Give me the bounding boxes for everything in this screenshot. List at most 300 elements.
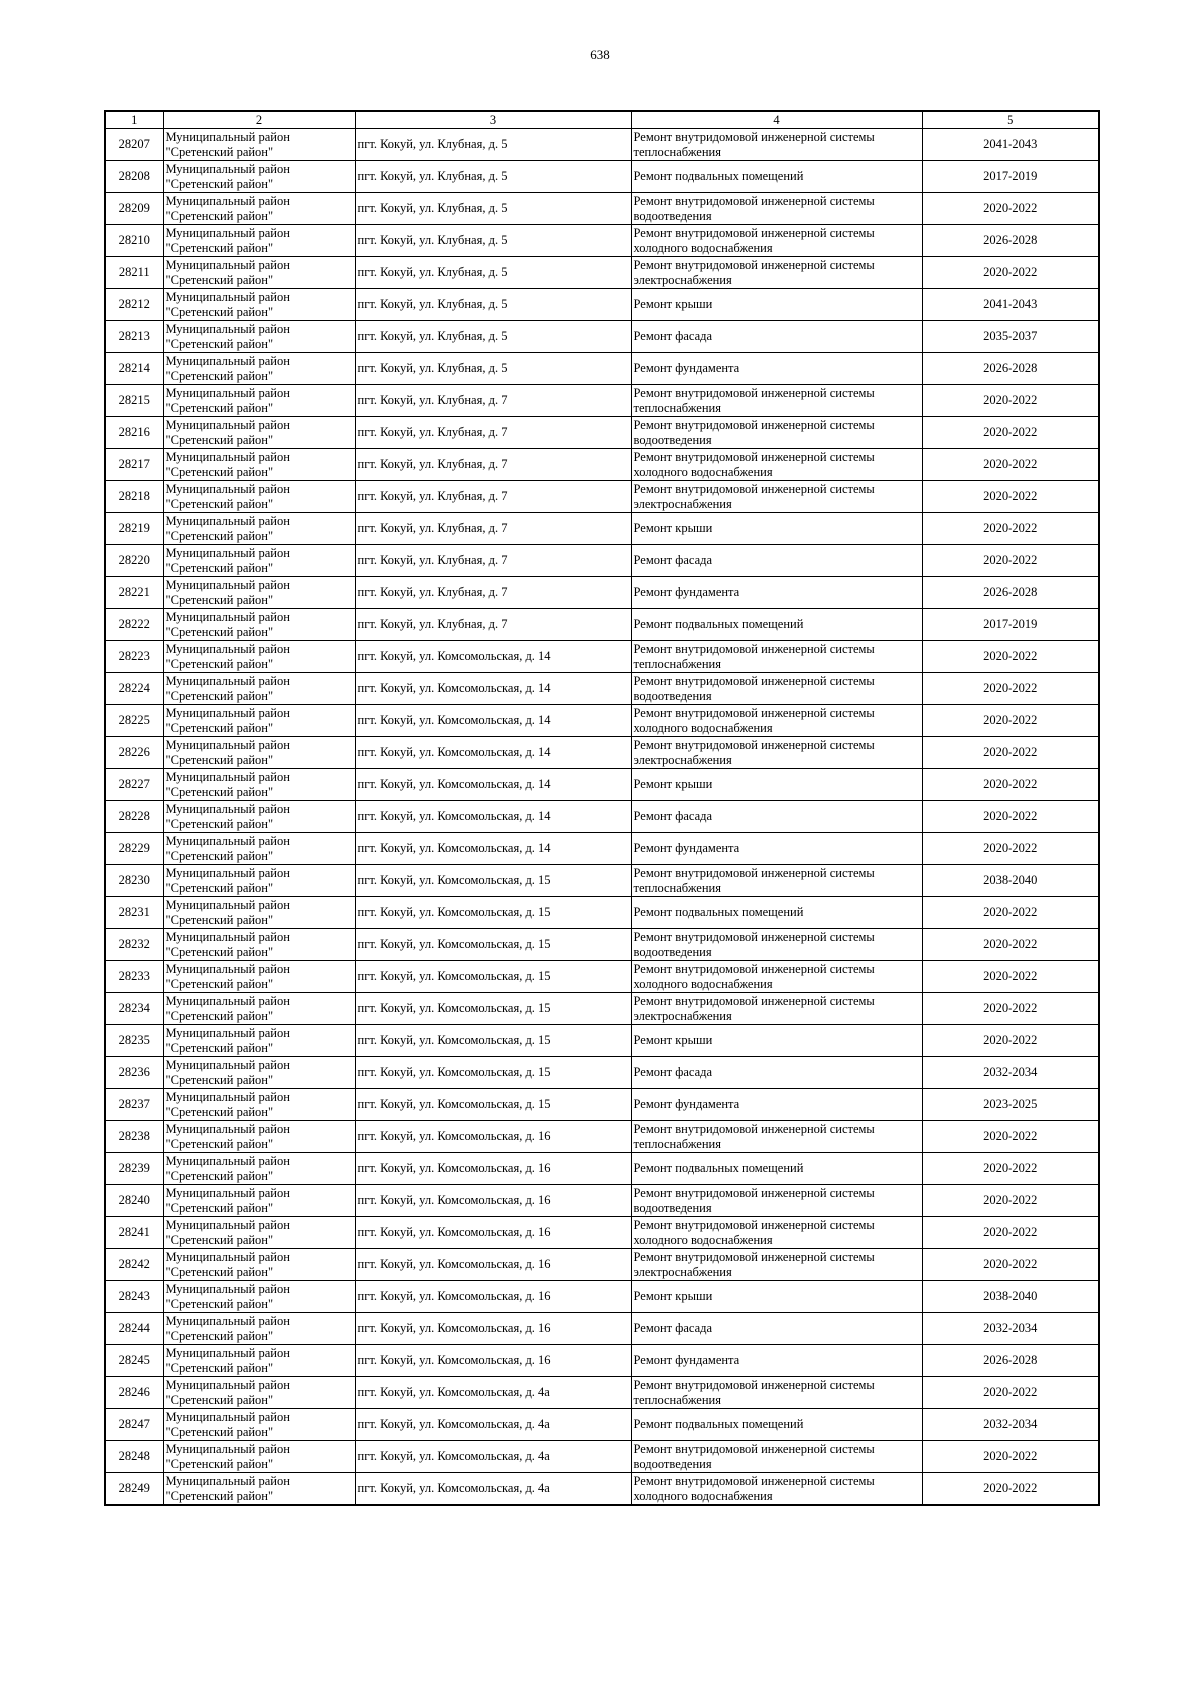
municipality-cell [163, 577, 355, 609]
table-row [105, 705, 1099, 737]
work-type-cell [631, 705, 922, 737]
row-number: 28214 [105, 353, 163, 385]
row-number: 28241 [105, 1217, 163, 1249]
work-type-line-2: холодного водоснабжения [633, 240, 773, 255]
row-number: 28223 [105, 641, 163, 673]
municipality-cell [163, 673, 355, 705]
municipality-line-2: "Сретенский район" [165, 336, 274, 351]
period-cell: 2020-2022 [922, 1249, 1099, 1281]
address-cell: пгт. Кокуй, ул. Комсомольская, д. 15 [355, 1089, 631, 1121]
work-type-line-1: Ремонт внутридомовой инженерной системы [633, 1377, 875, 1392]
work-type-cell [631, 513, 922, 545]
work-type-line-2: холодного водоснабжения [633, 464, 773, 479]
municipality-line-1: Муниципальный район [165, 833, 290, 848]
municipality-line-2: "Сретенский район" [165, 496, 274, 511]
work-type-cell [631, 993, 922, 1025]
work-type-line-1: Ремонт подвальных помещений [633, 169, 804, 183]
row-number: 28228 [105, 801, 163, 833]
address-cell: пгт. Кокуй, ул. Комсомольская, д. 4а [355, 1409, 631, 1441]
municipality-line-1: Муниципальный район [165, 289, 290, 304]
address-cell: пгт. Кокуй, ул. Комсомольская, д. 4а [355, 1441, 631, 1473]
table-row [105, 193, 1099, 225]
address-cell: пгт. Кокуй, ул. Комсомольская, д. 15 [355, 1057, 631, 1089]
period-cell: 2020-2022 [922, 1121, 1099, 1153]
municipality-line-1: Муниципальный район [165, 673, 290, 688]
table-row [105, 769, 1099, 801]
table-row [105, 545, 1099, 577]
municipality-line-2: "Сретенский район" [165, 1456, 274, 1471]
address-cell: пгт. Кокуй, ул. Клубная, д. 5 [355, 161, 631, 193]
work-type-line-2: теплоснабжения [633, 400, 721, 415]
municipality-line-2: "Сретенский район" [165, 528, 274, 543]
work-type-cell [631, 1377, 922, 1409]
work-type-cell [631, 1153, 922, 1185]
work-type-line-2: электроснабжения [633, 1008, 732, 1023]
address-cell: пгт. Кокуй, ул. Клубная, д. 7 [355, 513, 631, 545]
work-type-line-1: Ремонт внутридомовой инженерной системы [633, 865, 875, 880]
table-row [105, 865, 1099, 897]
municipality-line-2: "Сретенский район" [165, 432, 274, 447]
row-number: 28246 [105, 1377, 163, 1409]
municipality-line-1: Муниципальный район [165, 353, 290, 368]
table-row [105, 353, 1099, 385]
municipality-line-2: "Сретенский район" [165, 1200, 274, 1215]
table-row [105, 641, 1099, 673]
municipality-line-2: "Сретенский район" [165, 1040, 274, 1055]
period-cell: 2020-2022 [922, 897, 1099, 929]
municipality-cell [163, 769, 355, 801]
row-number: 28224 [105, 673, 163, 705]
header-col-4: 4 [631, 111, 922, 129]
address-cell: пгт. Кокуй, ул. Комсомольская, д. 16 [355, 1249, 631, 1281]
work-type-cell [631, 1025, 922, 1057]
municipality-cell [163, 1313, 355, 1345]
municipality-cell [163, 545, 355, 577]
address-cell: пгт. Кокуй, ул. Комсомольская, д. 16 [355, 1313, 631, 1345]
work-type-cell [631, 865, 922, 897]
table-row [105, 1441, 1099, 1473]
municipality-cell [163, 801, 355, 833]
work-type-line-1: Ремонт крыши [633, 777, 713, 791]
row-number: 28229 [105, 833, 163, 865]
period-cell: 2041-2043 [922, 289, 1099, 321]
row-number: 28232 [105, 929, 163, 961]
municipality-line-1: Муниципальный район [165, 1217, 290, 1232]
table-row [105, 513, 1099, 545]
municipality-cell [163, 417, 355, 449]
municipality-line-1: Муниципальный район [165, 1473, 290, 1488]
work-type-line-1: Ремонт внутридомовой инженерной системы [633, 1217, 875, 1232]
work-type-line-2: электроснабжения [633, 496, 732, 511]
municipality-cell [163, 705, 355, 737]
work-type-cell [631, 1121, 922, 1153]
table-row [105, 1089, 1099, 1121]
work-type-cell [631, 769, 922, 801]
municipality-line-1: Муниципальный район [165, 161, 290, 176]
work-type-line-1: Ремонт внутридомовой инженерной системы [633, 481, 875, 496]
municipality-line-1: Муниципальный район [165, 737, 290, 752]
row-number: 28247 [105, 1409, 163, 1441]
work-type-line-1: Ремонт фундамента [633, 1097, 740, 1111]
municipality-cell [163, 865, 355, 897]
work-type-line-1: Ремонт внутридомовой инженерной системы [633, 1185, 875, 1200]
table-header [105, 111, 1099, 129]
address-cell: пгт. Кокуй, ул. Комсомольская, д. 15 [355, 865, 631, 897]
municipality-line-2: "Сретенский район" [165, 976, 274, 991]
row-number: 28249 [105, 1473, 163, 1506]
header-col-2: 2 [163, 111, 355, 129]
municipality-cell [163, 225, 355, 257]
municipality-line-1: Муниципальный район [165, 193, 290, 208]
repair-schedule-table [104, 110, 1100, 1506]
municipality-cell [163, 641, 355, 673]
work-type-cell [631, 929, 922, 961]
table-row [105, 321, 1099, 353]
period-cell: 2023-2025 [922, 1089, 1099, 1121]
municipality-line-2: "Сретенский район" [165, 144, 274, 159]
work-type-line-1: Ремонт внутридомовой инженерной системы [633, 385, 875, 400]
period-cell: 2020-2022 [922, 1025, 1099, 1057]
row-number: 28235 [105, 1025, 163, 1057]
work-type-line-1: Ремонт внутридомовой инженерной системы [633, 417, 875, 432]
period-cell: 2017-2019 [922, 609, 1099, 641]
work-type-line-1: Ремонт внутридомовой инженерной системы [633, 1121, 875, 1136]
work-type-cell [631, 417, 922, 449]
work-type-cell [631, 289, 922, 321]
municipality-line-1: Муниципальный район [165, 481, 290, 496]
municipality-line-2: "Сретенский район" [165, 592, 274, 607]
address-cell: пгт. Кокуй, ул. Комсомольская, д. 16 [355, 1153, 631, 1185]
table-row [105, 833, 1099, 865]
municipality-line-1: Муниципальный район [165, 865, 290, 880]
period-cell: 2032-2034 [922, 1409, 1099, 1441]
period-cell: 2020-2022 [922, 705, 1099, 737]
row-number: 28238 [105, 1121, 163, 1153]
table-row [105, 609, 1099, 641]
period-cell: 2020-2022 [922, 801, 1099, 833]
work-type-line-1: Ремонт внутридомовой инженерной системы [633, 737, 875, 752]
table-row [105, 481, 1099, 513]
address-cell: пгт. Кокуй, ул. Комсомольская, д. 14 [355, 801, 631, 833]
municipality-cell [163, 513, 355, 545]
work-type-line-2: холодного водоснабжения [633, 1232, 773, 1247]
municipality-line-2: "Сретенский район" [165, 1008, 274, 1023]
address-cell: пгт. Кокуй, ул. Клубная, д. 5 [355, 193, 631, 225]
municipality-line-1: Муниципальный район [165, 385, 290, 400]
municipality-cell [163, 321, 355, 353]
address-cell: пгт. Кокуй, ул. Комсомольская, д. 16 [355, 1281, 631, 1313]
table-row [105, 929, 1099, 961]
work-type-line-1: Ремонт внутридомовой инженерной системы [633, 193, 875, 208]
address-cell: пгт. Кокуй, ул. Комсомольская, д. 14 [355, 833, 631, 865]
municipality-cell [163, 1025, 355, 1057]
work-type-cell [631, 545, 922, 577]
municipality-line-1: Муниципальный район [165, 449, 290, 464]
work-type-cell [631, 673, 922, 705]
work-type-cell [631, 129, 922, 161]
address-cell: пгт. Кокуй, ул. Клубная, д. 5 [355, 321, 631, 353]
municipality-line-1: Муниципальный район [165, 577, 290, 592]
municipality-cell [163, 449, 355, 481]
municipality-cell [163, 1441, 355, 1473]
work-type-line-1: Ремонт подвальных помещений [633, 905, 804, 919]
table-row [105, 1281, 1099, 1313]
municipality-line-2: "Сретенский район" [165, 752, 274, 767]
work-type-line-1: Ремонт фасада [633, 1321, 713, 1335]
table-row [105, 1185, 1099, 1217]
work-type-line-1: Ремонт внутридомовой инженерной системы [633, 673, 875, 688]
row-number: 28221 [105, 577, 163, 609]
address-cell: пгт. Кокуй, ул. Комсомольская, д. 14 [355, 705, 631, 737]
period-cell: 2020-2022 [922, 193, 1099, 225]
municipality-line-1: Муниципальный район [165, 513, 290, 528]
municipality-cell [163, 833, 355, 865]
work-type-line-1: Ремонт внутридомовой инженерной системы [633, 1473, 875, 1488]
work-type-cell [631, 737, 922, 769]
municipality-line-1: Муниципальный район [165, 993, 290, 1008]
municipality-cell [163, 161, 355, 193]
municipality-line-2: "Сретенский район" [165, 1392, 274, 1407]
municipality-line-1: Муниципальный район [165, 1121, 290, 1136]
work-type-line-2: водоотведения [633, 688, 712, 703]
period-cell: 2020-2022 [922, 257, 1099, 289]
table-row [105, 129, 1099, 161]
municipality-line-1: Муниципальный район [165, 1057, 290, 1072]
municipality-line-2: "Сретенский район" [165, 208, 274, 223]
municipality-line-2: "Сретенский район" [165, 816, 274, 831]
municipality-line-2: "Сретенский район" [165, 1328, 274, 1343]
header-col-3: 3 [355, 111, 631, 129]
period-cell: 2020-2022 [922, 961, 1099, 993]
table-row [105, 161, 1099, 193]
table-row [105, 1313, 1099, 1345]
municipality-line-1: Муниципальный район [165, 929, 290, 944]
address-cell: пгт. Кокуй, ул. Комсомольская, д. 16 [355, 1185, 631, 1217]
municipality-cell [163, 1409, 355, 1441]
work-type-cell [631, 1313, 922, 1345]
address-cell: пгт. Кокуй, ул. Клубная, д. 7 [355, 577, 631, 609]
period-cell: 2020-2022 [922, 673, 1099, 705]
work-type-line-2: теплоснабжения [633, 1136, 721, 1151]
row-number: 28242 [105, 1249, 163, 1281]
period-cell: 2020-2022 [922, 1185, 1099, 1217]
municipality-line-2: "Сретенский район" [165, 1360, 274, 1375]
address-cell: пгт. Кокуй, ул. Клубная, д. 5 [355, 289, 631, 321]
work-type-line-2: теплоснабжения [633, 880, 721, 895]
work-type-line-2: холодного водоснабжения [633, 1488, 773, 1503]
address-cell: пгт. Кокуй, ул. Комсомольская, д. 14 [355, 769, 631, 801]
municipality-cell [163, 961, 355, 993]
table-row [105, 1409, 1099, 1441]
work-type-line-2: электроснабжения [633, 752, 732, 767]
municipality-cell [163, 289, 355, 321]
municipality-line-2: "Сретенский район" [165, 656, 274, 671]
work-type-line-2: теплоснабжения [633, 144, 721, 159]
work-type-cell [631, 1089, 922, 1121]
row-number: 28243 [105, 1281, 163, 1313]
municipality-line-1: Муниципальный район [165, 225, 290, 240]
table-row [105, 1025, 1099, 1057]
table-row [105, 1057, 1099, 1089]
municipality-cell [163, 1089, 355, 1121]
period-cell: 2020-2022 [922, 449, 1099, 481]
table-row [105, 1153, 1099, 1185]
work-type-line-2: холодного водоснабжения [633, 720, 773, 735]
address-cell: пгт. Кокуй, ул. Клубная, д. 7 [355, 545, 631, 577]
municipality-cell [163, 1281, 355, 1313]
municipality-cell [163, 1249, 355, 1281]
municipality-line-2: "Сретенский район" [165, 1136, 274, 1151]
municipality-cell [163, 737, 355, 769]
municipality-line-2: "Сретенский район" [165, 1168, 274, 1183]
address-cell: пгт. Кокуй, ул. Клубная, д. 5 [355, 129, 631, 161]
work-type-cell [631, 1345, 922, 1377]
row-number: 28220 [105, 545, 163, 577]
municipality-line-2: "Сретенский район" [165, 624, 274, 639]
work-type-line-1: Ремонт внутридомовой инженерной системы [633, 961, 875, 976]
period-cell: 2020-2022 [922, 641, 1099, 673]
municipality-cell [163, 1473, 355, 1506]
municipality-line-1: Муниципальный район [165, 1377, 290, 1392]
work-type-cell [631, 609, 922, 641]
period-cell: 2020-2022 [922, 417, 1099, 449]
period-cell: 2020-2022 [922, 481, 1099, 513]
address-cell: пгт. Кокуй, ул. Клубная, д. 7 [355, 449, 631, 481]
work-type-line-1: Ремонт фасада [633, 329, 713, 343]
row-number: 28231 [105, 897, 163, 929]
period-cell: 2020-2022 [922, 929, 1099, 961]
row-number: 28227 [105, 769, 163, 801]
work-type-line-2: теплоснабжения [633, 656, 721, 671]
work-type-line-2: водоотведения [633, 1456, 712, 1471]
municipality-line-1: Муниципальный район [165, 801, 290, 816]
work-type-line-1: Ремонт фасада [633, 809, 713, 823]
table-row [105, 257, 1099, 289]
work-type-line-1: Ремонт подвальных помещений [633, 617, 804, 631]
address-cell: пгт. Кокуй, ул. Клубная, д. 7 [355, 417, 631, 449]
work-type-cell [631, 641, 922, 673]
period-cell: 2020-2022 [922, 1473, 1099, 1506]
work-type-line-2: электроснабжения [633, 1264, 732, 1279]
table-row [105, 737, 1099, 769]
table-row [105, 1345, 1099, 1377]
municipality-line-1: Муниципальный район [165, 641, 290, 656]
municipality-line-2: "Сретенский район" [165, 176, 274, 191]
table-row [105, 1249, 1099, 1281]
work-type-cell [631, 385, 922, 417]
address-cell: пгт. Кокуй, ул. Комсомольская, д. 15 [355, 897, 631, 929]
municipality-line-1: Муниципальный район [165, 1409, 290, 1424]
municipality-line-2: "Сретенский район" [165, 848, 274, 863]
work-type-cell [631, 1409, 922, 1441]
address-cell: пгт. Кокуй, ул. Комсомольская, д. 15 [355, 929, 631, 961]
row-number: 28217 [105, 449, 163, 481]
work-type-cell [631, 1217, 922, 1249]
period-cell: 2017-2019 [922, 161, 1099, 193]
work-type-cell [631, 161, 922, 193]
work-type-cell [631, 225, 922, 257]
work-type-line-1: Ремонт внутридомовой инженерной системы [633, 1441, 875, 1456]
table-row [105, 897, 1099, 929]
municipality-line-2: "Сретенский район" [165, 1072, 274, 1087]
work-type-line-1: Ремонт подвальных помещений [633, 1417, 804, 1431]
work-type-cell [631, 1057, 922, 1089]
municipality-cell [163, 1185, 355, 1217]
row-number: 28211 [105, 257, 163, 289]
table-row [105, 289, 1099, 321]
row-number: 28245 [105, 1345, 163, 1377]
municipality-cell [163, 257, 355, 289]
table-row [105, 449, 1099, 481]
row-number: 28244 [105, 1313, 163, 1345]
address-cell: пгт. Кокуй, ул. Клубная, д. 5 [355, 353, 631, 385]
period-cell: 2035-2037 [922, 321, 1099, 353]
municipality-line-2: "Сретенский район" [165, 400, 274, 415]
row-number: 28230 [105, 865, 163, 897]
period-cell: 2020-2022 [922, 385, 1099, 417]
municipality-line-1: Муниципальный район [165, 1185, 290, 1200]
municipality-cell [163, 897, 355, 929]
row-number: 28233 [105, 961, 163, 993]
municipality-line-1: Муниципальный район [165, 257, 290, 272]
work-type-cell [631, 193, 922, 225]
header-col-1: 1 [105, 111, 163, 129]
municipality-line-2: "Сретенский район" [165, 560, 274, 575]
work-type-line-1: Ремонт фасада [633, 1065, 713, 1079]
municipality-cell [163, 1377, 355, 1409]
work-type-line-1: Ремонт крыши [633, 1289, 713, 1303]
work-type-line-1: Ремонт внутридомовой инженерной системы [633, 993, 875, 1008]
municipality-line-2: "Сретенский район" [165, 1232, 274, 1247]
work-type-line-1: Ремонт крыши [633, 521, 713, 535]
table-row [105, 225, 1099, 257]
period-cell: 2020-2022 [922, 1441, 1099, 1473]
row-number: 28216 [105, 417, 163, 449]
municipality-line-1: Муниципальный район [165, 705, 290, 720]
address-cell: пгт. Кокуй, ул. Комсомольская, д. 15 [355, 961, 631, 993]
work-type-line-1: Ремонт крыши [633, 1033, 713, 1047]
municipality-cell [163, 385, 355, 417]
work-type-line-1: Ремонт фундамента [633, 1353, 740, 1367]
work-type-cell [631, 833, 922, 865]
period-cell: 2032-2034 [922, 1313, 1099, 1345]
table-row [105, 961, 1099, 993]
municipality-line-1: Муниципальный район [165, 1249, 290, 1264]
table-row [105, 801, 1099, 833]
row-number: 28218 [105, 481, 163, 513]
municipality-cell [163, 353, 355, 385]
work-type-line-1: Ремонт крыши [633, 297, 713, 311]
work-type-cell [631, 1185, 922, 1217]
municipality-line-1: Муниципальный район [165, 1281, 290, 1296]
municipality-line-2: "Сретенский район" [165, 688, 274, 703]
period-cell: 2020-2022 [922, 545, 1099, 577]
period-cell: 2026-2028 [922, 1345, 1099, 1377]
period-cell: 2020-2022 [922, 1153, 1099, 1185]
municipality-cell [163, 193, 355, 225]
row-number: 28222 [105, 609, 163, 641]
municipality-line-1: Муниципальный район [165, 609, 290, 624]
period-cell: 2020-2022 [922, 833, 1099, 865]
work-type-cell [631, 1281, 922, 1313]
row-number: 28234 [105, 993, 163, 1025]
address-cell: пгт. Кокуй, ул. Комсомольская, д. 16 [355, 1345, 631, 1377]
municipality-line-1: Муниципальный район [165, 897, 290, 912]
work-type-line-1: Ремонт фундамента [633, 841, 740, 855]
row-number: 28210 [105, 225, 163, 257]
period-cell: 2041-2043 [922, 129, 1099, 161]
address-cell: пгт. Кокуй, ул. Комсомольская, д. 4а [355, 1473, 631, 1506]
